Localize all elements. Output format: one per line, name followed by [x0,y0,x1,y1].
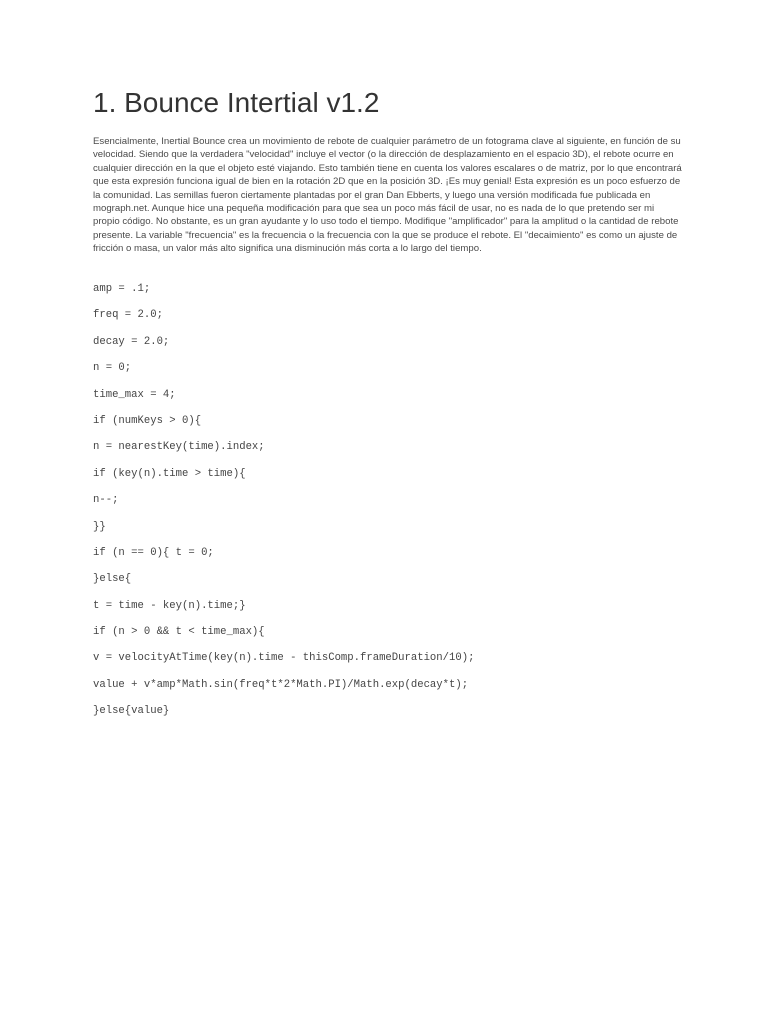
page-title: 1. Bounce Intertial v1.2 [93,87,380,118]
code-line: }} [93,520,106,533]
code-line: freq = 2.0; [93,309,163,322]
code-line: n = nearestKey(time).index; [93,441,265,454]
code-line: if (numKeys > 0){ [93,414,202,427]
description-paragraph: Esencialmente, Inertial Bounce crea un movimiento de rebote de cualquier parámetro de un fotograma clave al siguiente, en función de su velocidad. Siendo que la verdadera "velocidad" incluye el vector (o la dirección de desplazamiento en el espacio 3D), el rebote ocurre en cualquier dirección en la que el objeto esté viajando. Esto también tiene en cuenta los valores escalares o de matriz, por lo que encontrará que esta expresión funciona igual de bien en la rotación 2D que en la posición 3D. ¡Es muy genial! Esta expresión es un poco esfuerzo de la comunidad. Las semillas fueron ciertamente plantadas por el gran Dan Ebberts, y luego una versión modificada fue publicada en mograph.net. Aunque hice una pequeña modificación para que sea un poco más fácil de usar, no es nada de lo que pretendo ser mi propio código. No obstante, es un gran ayudante y lo uso todo el tiempo. Modifique "amplificador" para la amplitud o la cantidad de rebote presente. La variable "frecuencia" es la frecuencia o la frecuencia con la que se produce el rebote. El "decaimiento" es como un ajuste de fricción o masa, un valor más alto significa una disminución más corta a lo largo del tiempo. [93,136,682,255]
code-line: value + v*amp*Math.sin(freq*t*2*Math.PI)/Math.exp(decay*t); [93,678,469,691]
code-line: v = velocityAtTime(key(n).time - thisComp.frameDuration/10); [93,652,475,665]
code-line: }else{value} [93,705,170,718]
code-line: if (n == 0){ t = 0; [93,546,214,559]
code-line: time_max = 4; [93,388,176,401]
code-line: if (n > 0 && t < time_max){ [93,626,265,639]
code-line: decay = 2.0; [93,335,170,348]
code-line: n = 0; [93,362,132,375]
code-block [93,282,693,731]
code-line: t = time - key(n).time;} [93,599,246,612]
code-line: amp = .1; [93,283,151,295]
code-line: n--; [93,494,119,507]
code-line: }else{ [93,573,132,586]
code-line: if (key(n).time > time){ [93,467,246,480]
